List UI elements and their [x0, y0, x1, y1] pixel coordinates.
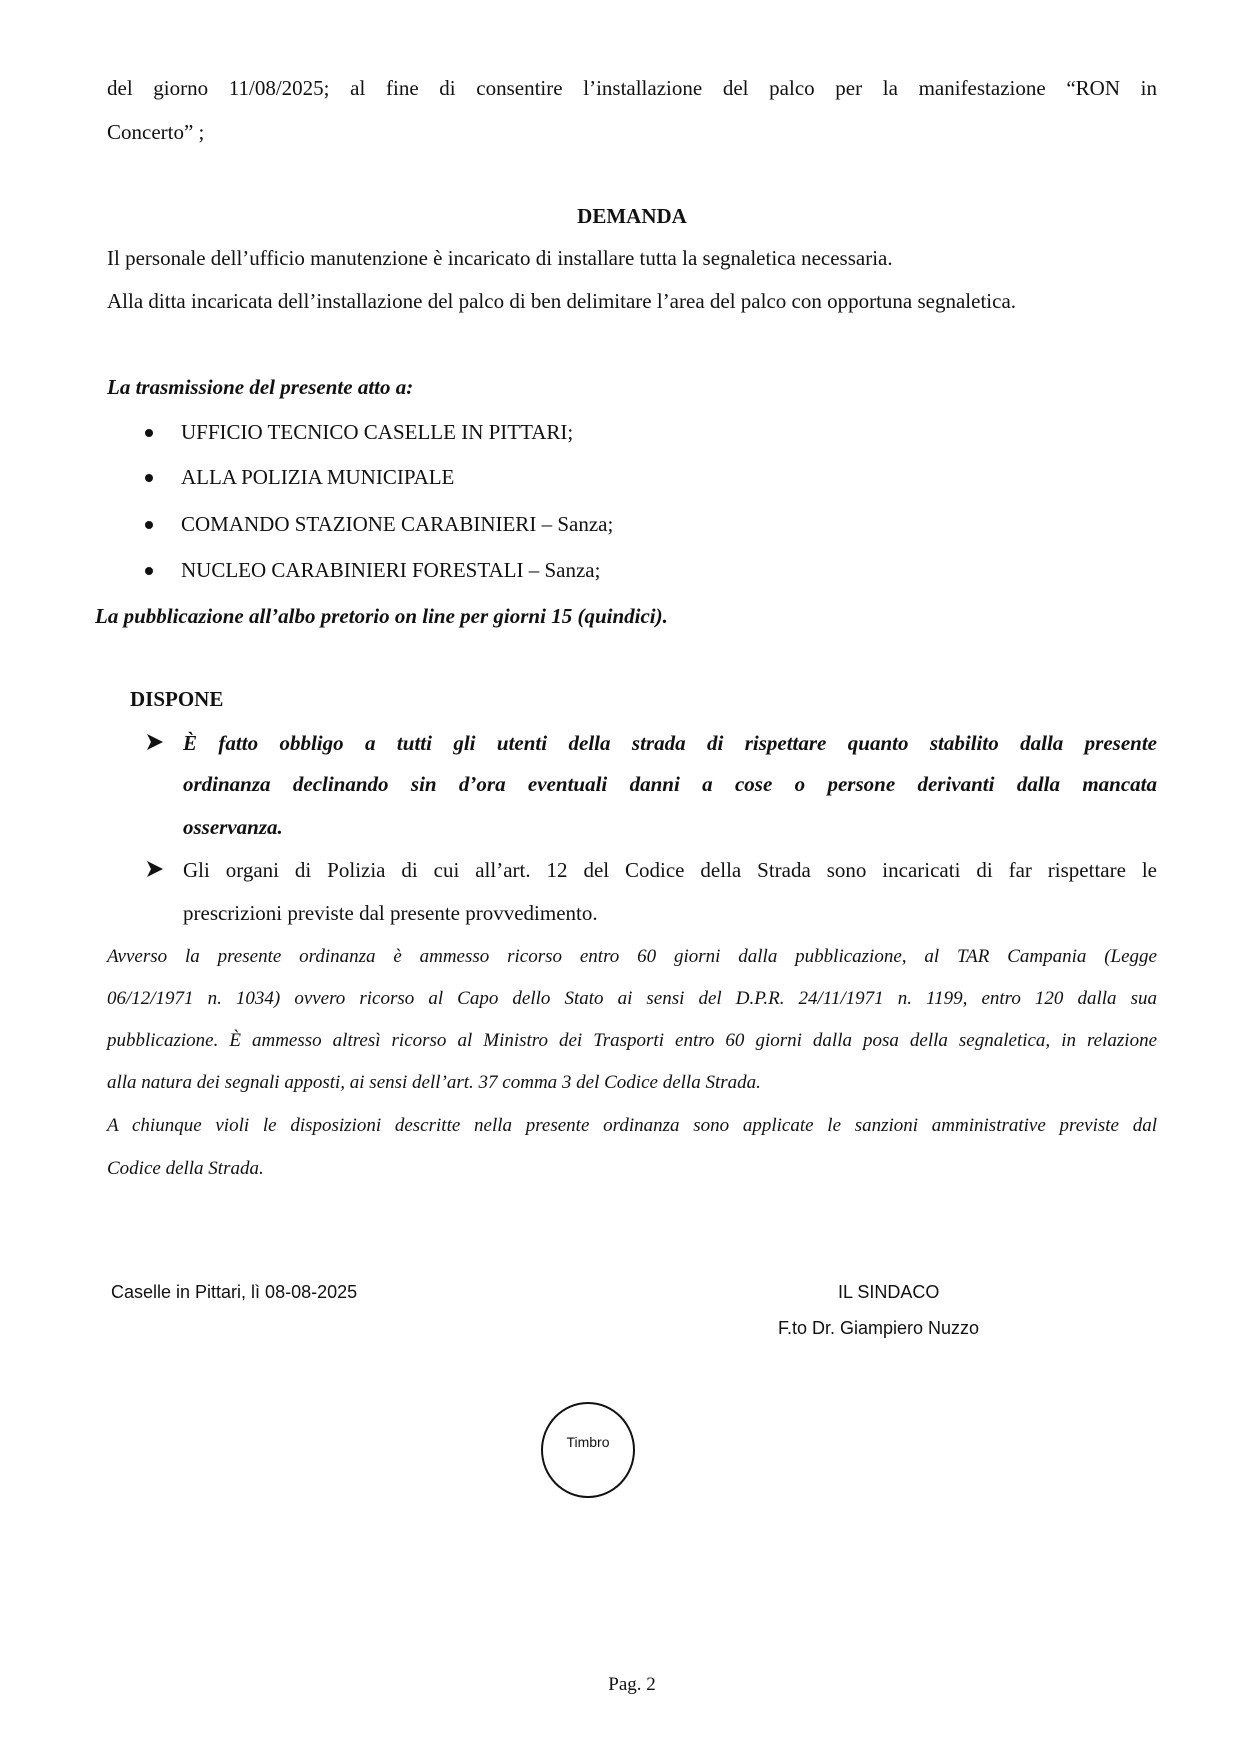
- page-number: Pag. 2: [608, 1674, 656, 1695]
- dispone-item-2-line-1: Gli organi di Polizia di cui all’art. 12 del Codice della Strada sono incaricati di far rispettare le: [183, 858, 1157, 882]
- trasmissione-heading: La trasmissione del presente atto a:: [107, 375, 414, 399]
- dispone-item-1-line-3: osservanza.: [183, 815, 283, 839]
- dispone-item-1-line-1: È fatto obbligo a tutti gli utenti della strada di rispettare quanto stabilito dalla presente: [183, 731, 1157, 755]
- ricorso-line-2: 06/12/1971 n. 1034) ovvero ricorso al Capo dello Stato ai sensi del D.P.R. 24/11/1971 n. 1199, entro 120 dalla sua: [107, 988, 1157, 1009]
- dispone-item-2-line-2: prescrizioni previste dal presente provvedimento.: [183, 901, 598, 925]
- place-date: Caselle in Pittari, lì 08-08-2025: [111, 1282, 358, 1302]
- ricorso-line-3: pubblicazione. È ammesso altresì ricorso al Ministro dei Trasporti entro 60 giorni dalla posa della segnaletica, in relazione: [107, 1030, 1157, 1051]
- demanda-heading: DEMANDA: [577, 204, 687, 228]
- demanda-paragraph-1: Il personale dell’ufficio manutenzione è incaricato di installare tutta la segnaletica necessaria.: [107, 246, 893, 270]
- stamp-label: Timbro: [566, 1434, 610, 1450]
- intro-line-1: del giorno 11/08/2025; al fine di consentire l’installazione del palco per la manifestazione “RON in: [107, 76, 1157, 100]
- dispone-heading: DISPONE: [130, 687, 224, 711]
- arrow-bullet-icon: [146, 733, 164, 751]
- signatory-role: IL SINDACO: [838, 1282, 940, 1302]
- ricorso-line-4: alla natura dei segnali apposti, ai sensi dell’art. 37 comma 3 del Codice della Strada.: [107, 1072, 761, 1093]
- sanzioni-line-1: A chiunque violi le disposizioni descritte nella presente ordinanza sono applicate le sanzioni amministrative previste dal: [107, 1115, 1157, 1136]
- bullet-icon: [145, 521, 153, 529]
- sanzioni-line-2: Codice della Strada.: [107, 1158, 264, 1179]
- recipient-name: ALLA POLIZIA MUNICIPALE: [181, 465, 455, 489]
- publication-statement: La pubblicazione all’albo pretorio on line per giorni 15 (quindici).: [95, 604, 668, 628]
- arrow-bullet-icon: [146, 860, 164, 878]
- recipient-name: NUCLEO CARABINIERI FORESTALI: [181, 558, 524, 582]
- bullet-icon: [145, 474, 153, 482]
- recipient-suffix: – Sanza;: [536, 512, 614, 536]
- intro-line-2: Concerto” ;: [107, 120, 205, 144]
- recipient-name: COMANDO STAZIONE CARABINIERI: [181, 512, 537, 536]
- recipient-suffix: – Sanza;: [523, 558, 601, 582]
- demanda-paragraph-2: Alla ditta incaricata dell’installazione del palco di ben delimitare l’area del palco con opportuna segnaletica.: [107, 289, 1017, 313]
- signatory-name: F.to Dr. Giampiero Nuzzo: [778, 1318, 980, 1338]
- ricorso-line-1: Avverso la presente ordinanza è ammesso ricorso entro 60 giorni dalla pubblicazione, al TAR Campania (Legge: [107, 946, 1157, 967]
- dispone-item-1-line-2: ordinanza declinando sin d’ora eventuali danni a cose o persone derivanti dalla mancata: [183, 772, 1157, 796]
- bullet-icon: [145, 567, 153, 575]
- stamp-placeholder: [541, 1402, 635, 1498]
- recipient-name: UFFICIO TECNICO CASELLE IN PITTARI;: [181, 420, 574, 444]
- bullet-icon: [145, 429, 153, 437]
